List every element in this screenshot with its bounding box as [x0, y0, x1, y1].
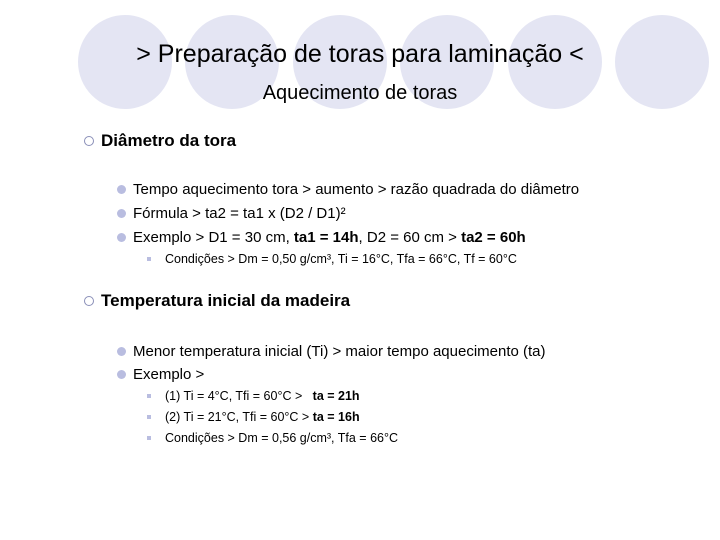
bullet-icon	[117, 370, 126, 379]
list-item-text: Exemplo >	[133, 366, 205, 383]
bold-value: ta = 21h	[312, 389, 360, 403]
sub-list-item	[147, 431, 398, 445]
bold-value: ta1 = 14h	[293, 229, 359, 246]
section-heading-text: Diâmetro da tora	[101, 131, 237, 150]
slide-subtitle: Aquecimento de toras	[262, 82, 458, 104]
slide-title: > Preparação de toras para laminação <	[136, 40, 584, 68]
list-item-text: Tempo aquecimento tora > aumento > razão quadrada do diâmetro	[133, 181, 580, 198]
sub-list-item	[147, 389, 360, 403]
bullet-icon	[117, 209, 126, 218]
list-item-text: Fórmula > ta2 = ta1 x (D2 / D1)²	[133, 205, 346, 222]
list-item	[117, 181, 579, 198]
ring-bullet-icon	[84, 296, 94, 306]
square-bullet-icon	[147, 257, 151, 261]
square-bullet-icon	[147, 436, 151, 440]
ring-bullet-icon	[84, 136, 94, 146]
sub-list-item-text: Condições > Dm = 0,56 g/cm³, Tfa = 66°C	[165, 431, 399, 445]
list-item	[117, 205, 346, 222]
list-item	[117, 229, 526, 246]
list-item	[117, 343, 546, 360]
sub-list-item-text: (2) Ti = 21°C, Tfi = 60°C > ta = 16h	[165, 410, 360, 424]
sub-list-item-text: Condições > Dm = 0,50 g/cm³, Ti = 16°C, Tfa = 66°C, Tf = 60°C	[165, 252, 517, 266]
bullet-icon	[117, 185, 126, 194]
list-item-text: Menor temperatura inicial (Ti) > maior tempo aquecimento (ta)	[133, 343, 546, 360]
bullet-icon	[117, 233, 126, 242]
list-item-text: Exemplo > D1 = 30 cm, ta1 = 14h, D2 = 60 cm > ta2 = 60h	[133, 229, 526, 246]
square-bullet-icon	[147, 394, 151, 398]
sub-list-item	[147, 410, 360, 424]
bold-value: ta2 = 60h	[461, 229, 526, 246]
square-bullet-icon	[147, 415, 151, 419]
section-heading-text: Temperatura inicial da madeira	[101, 291, 351, 310]
list-item	[117, 366, 204, 383]
bold-value: ta = 16h	[312, 410, 360, 424]
sub-list-item-text: (1) Ti = 4°C, Tfi = 60°C > ta = 21h	[165, 389, 360, 403]
section-heading	[84, 291, 350, 311]
section-heading	[84, 131, 236, 151]
bullet-icon	[117, 347, 126, 356]
sub-list-item	[147, 252, 517, 266]
